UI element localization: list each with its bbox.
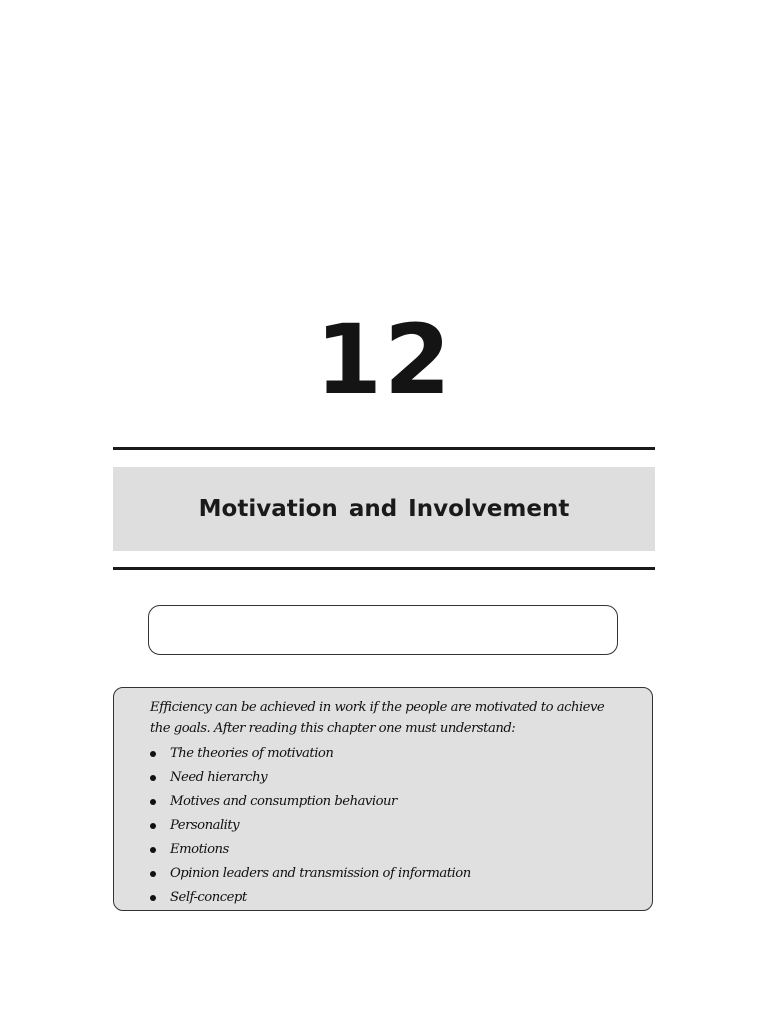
chapter-title-band [113,467,655,551]
bullet-icon [150,895,156,901]
objectives-box [113,687,653,911]
list-item [150,790,622,814]
objectives-intro: Efficiency can be achieved in work if the people are motivated to achieve the goals. After reading this chapter one must understand: [150,700,605,736]
list-item [150,766,622,790]
objective-text: Personality [170,818,240,833]
bullet-icon [150,775,156,781]
list-item [150,862,622,886]
top-divider [113,447,655,450]
objective-text: The theories of motivation [170,746,334,761]
objective-text: Opinion leaders and transmission of information [170,866,471,881]
objective-text: Motives and consumption behaviour [170,794,397,809]
objective-text: Self-concept [170,890,247,905]
bottom-divider [113,567,655,570]
chapter-number: 12 [315,304,453,416]
list-item [150,814,622,838]
objective-text: Need hierarchy [170,770,268,785]
bullet-icon [150,799,156,805]
bullet-icon [150,751,156,757]
bullet-icon [150,847,156,853]
bullet-icon [150,871,156,877]
list-item [150,838,622,862]
objectives-list [150,742,622,910]
list-item [150,742,622,766]
objective-text: Emotions [170,842,229,857]
list-item [150,886,622,910]
bullet-icon [150,823,156,829]
chapter-title: Motivation and Involvement [198,496,570,522]
objectives-header-box [148,605,618,655]
